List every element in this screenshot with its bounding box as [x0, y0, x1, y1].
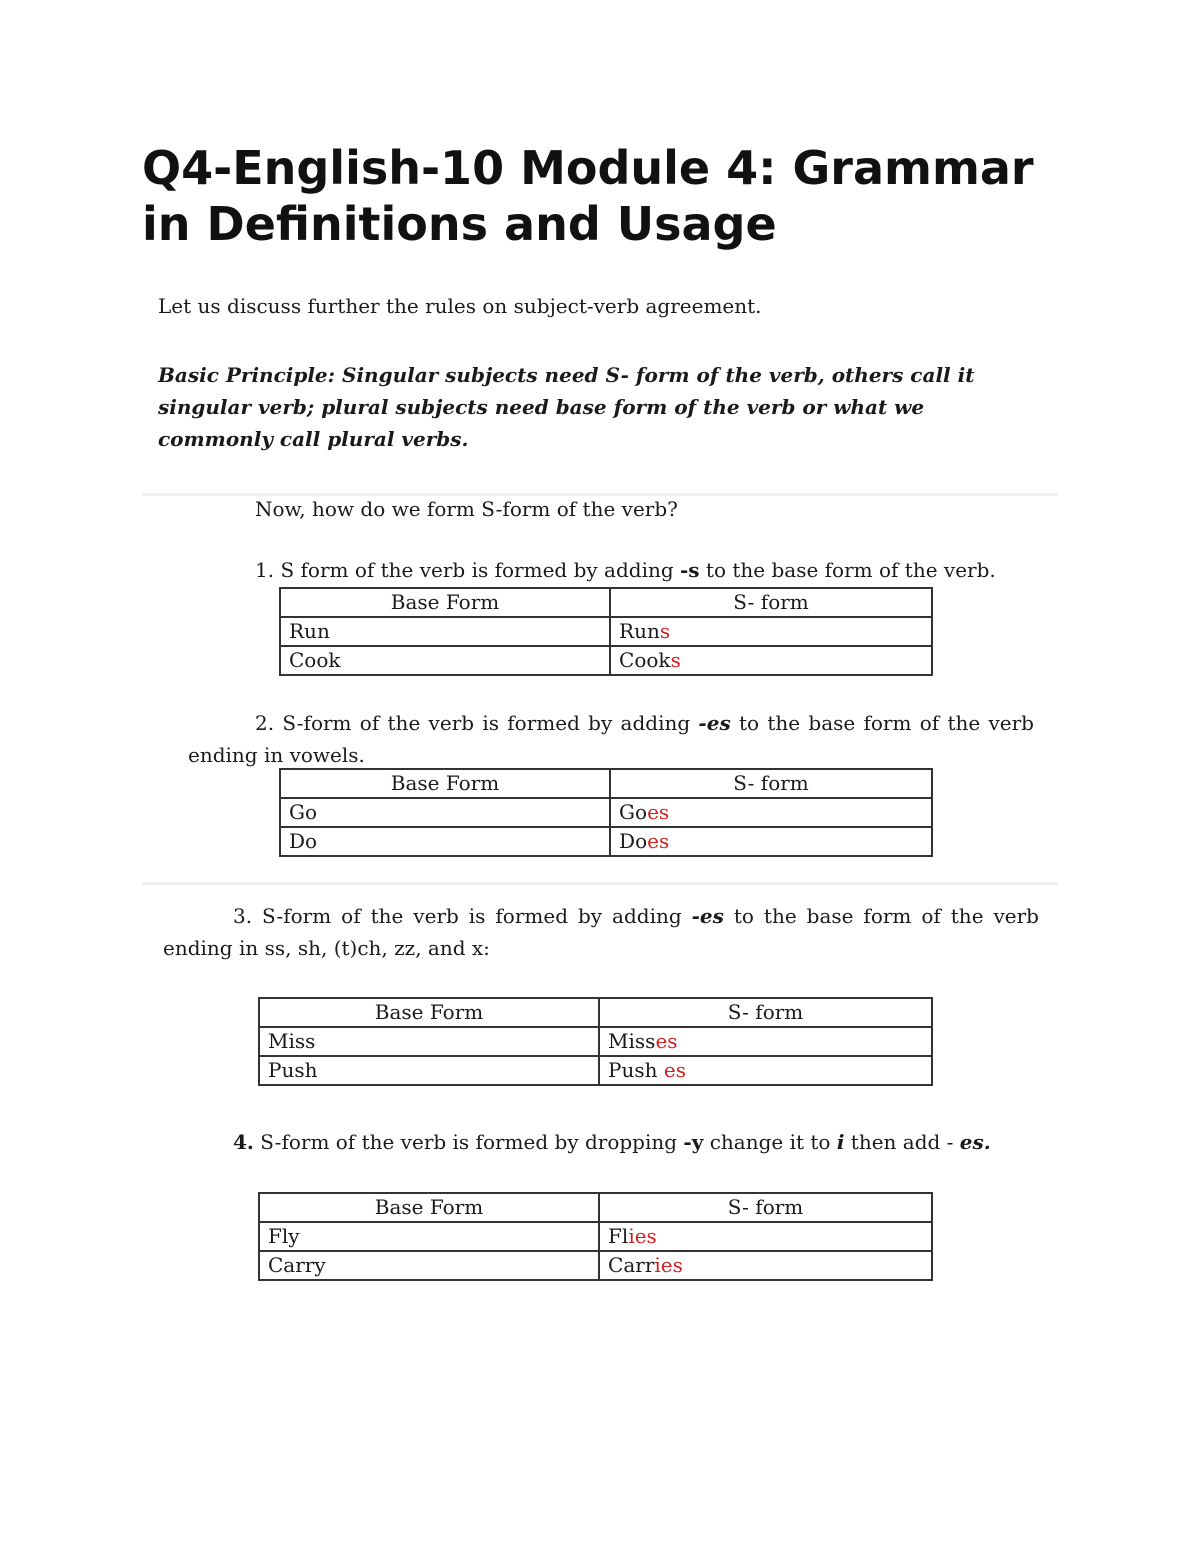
base-form-cell: Do: [280, 827, 610, 856]
s-form-cell: Goes: [610, 798, 932, 827]
column-header-base-form: Base Form: [259, 1193, 599, 1222]
table-1: [279, 587, 933, 676]
rule-4-marker-es: es.: [959, 1130, 991, 1154]
question-text: Now, how do we form S-form of the verb?: [255, 497, 678, 521]
column-header-s-form: S- form: [610, 588, 932, 617]
base-form-cell: Miss: [259, 1027, 599, 1056]
s-form-cell: Cooks: [610, 646, 932, 675]
rule-1: 1. S form of the verb is formed by adding -s to the base form of the verb.: [255, 558, 996, 582]
rule-3-marker: -es: [691, 904, 724, 928]
table-row: [280, 617, 932, 646]
base-form-cell: Push: [259, 1056, 599, 1085]
table-row: [280, 798, 932, 827]
column-header-base-form: Base Form: [280, 769, 610, 798]
table-row: [259, 1027, 932, 1056]
base-form-cell: Carry: [259, 1251, 599, 1280]
rule-3: 3. S-form of the verb is formed by adding -es to the base form of the verb ending in ss, sh, (t)ch, zz, and x:: [163, 904, 1039, 960]
column-header-s-form: S- form: [610, 769, 932, 798]
s-form-cell: Does: [610, 827, 932, 856]
page-title: Q4-English-10 Module 4: Grammar in Definitions and Usage: [142, 141, 1034, 251]
column-header-s-form: S- form: [599, 998, 932, 1027]
s-form-cell: Misses: [599, 1027, 932, 1056]
column-header-base-form: Base Form: [259, 998, 599, 1027]
base-form-cell: Run: [280, 617, 610, 646]
s-form-cell: Flies: [599, 1222, 932, 1251]
table-row: [259, 1251, 932, 1280]
rule-4: 4. S-form of the verb is formed by dropping -y change it to i then add - es.: [233, 1130, 991, 1154]
s-form-cell: Runs: [610, 617, 932, 646]
table-4: [258, 1192, 933, 1281]
table-row: [280, 827, 932, 856]
rule-4-marker-y: -y: [683, 1130, 704, 1154]
rule-2-marker: -es: [698, 711, 731, 735]
base-form-cell: Go: [280, 798, 610, 827]
basic-principle: Basic Principle: Singular subjects need S- form of the verb, others call it singular verb; plural subjects need base form of the verb or what we commonly call plural verbs.: [158, 363, 975, 451]
table-row: [280, 646, 932, 675]
s-form-cell: Carries: [599, 1251, 932, 1280]
section-divider: [142, 882, 1058, 885]
table-row: [259, 1056, 932, 1085]
table-2: [279, 768, 933, 857]
base-form-cell: Fly: [259, 1222, 599, 1251]
rule-4-marker-i: i: [836, 1130, 845, 1154]
table-row: [259, 1222, 932, 1251]
column-header-base-form: Base Form: [280, 588, 610, 617]
rule-2: 2. S-form of the verb is formed by adding -es to the base form of the verb ending in vowels.: [188, 711, 1034, 767]
table-3: [258, 997, 933, 1086]
base-form-cell: Cook: [280, 646, 610, 675]
column-header-s-form: S- form: [599, 1193, 932, 1222]
intro-text: Let us discuss further the rules on subject-verb agreement.: [158, 294, 762, 318]
s-form-cell: Push es: [599, 1056, 932, 1085]
rule-1-marker: -s: [680, 558, 700, 582]
